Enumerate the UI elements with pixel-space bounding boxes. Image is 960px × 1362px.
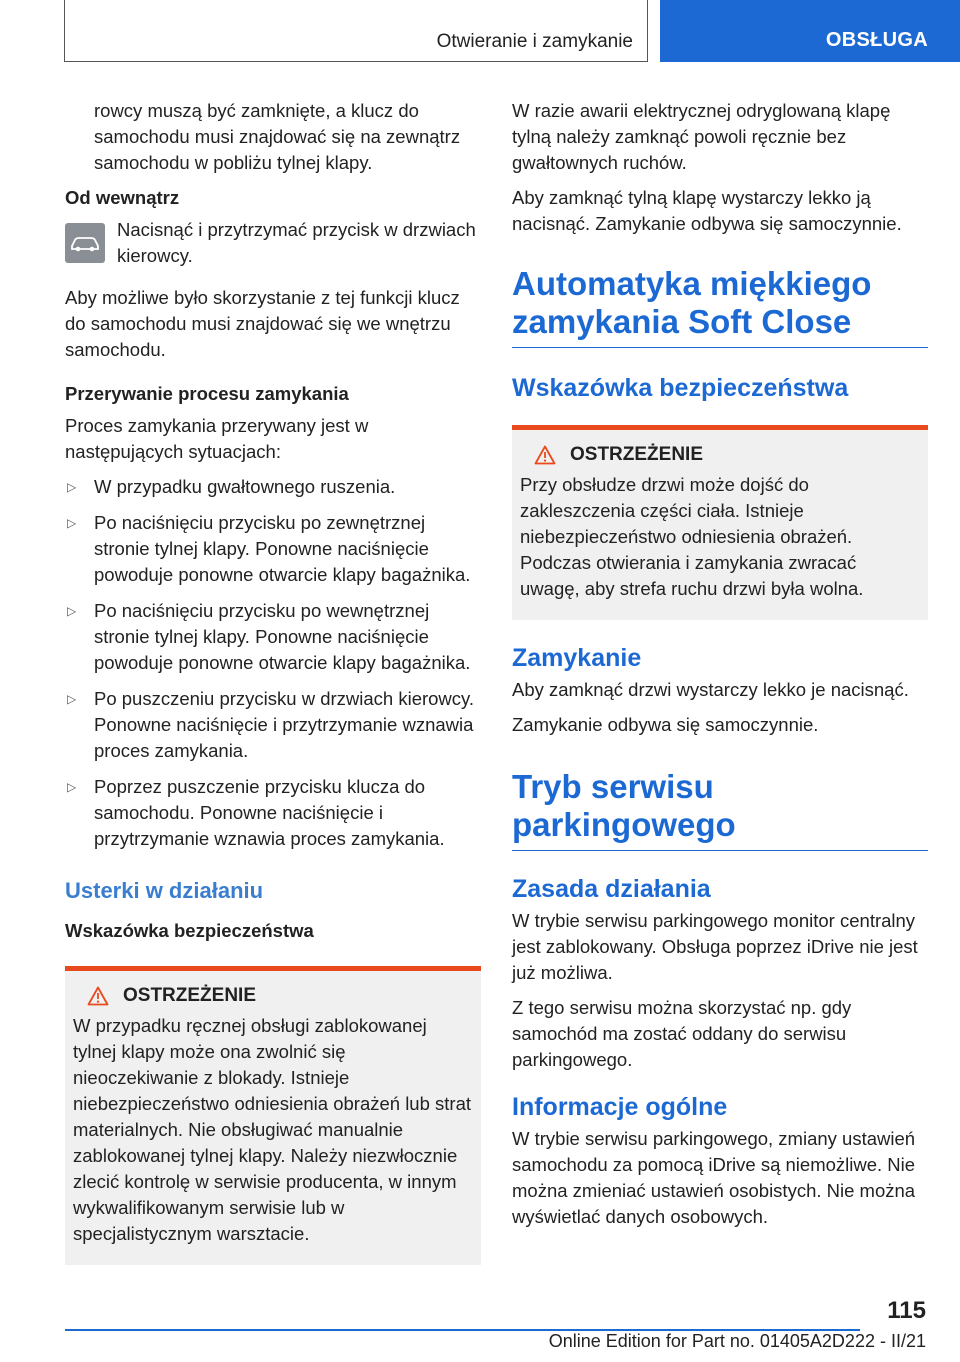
general-text: W trybie serwisu parkingowego, zmiany ustawień samochodu za pomocą iDrive są niemożliwe. Nie można zmieniać ustawień osobistych. Nie można wyświetlać danych osobowych. <box>512 1128 916 1227</box>
triangle-bullet-icon: ▷ <box>67 780 77 794</box>
triangle-bullet-icon: ▷ <box>67 604 77 618</box>
principle-heading: Zasada działania <box>512 875 711 903</box>
chapter-tab[interactable] <box>660 0 960 62</box>
principle-text-2: Z tego serwisu można skorzystać np. gdy samochód ma zostać oddany do serwisu parkingowego. <box>512 997 852 1070</box>
warning-label: OSTRZEŻENIE <box>123 985 257 1006</box>
triangle-bullet-icon: ▷ <box>67 480 77 494</box>
principle-text-1: W trybie serwisu parkingowego monitor centralny jest zablokowany. Obsługa poprzez iDrive nie jest już możliwa. <box>512 910 918 983</box>
closing-heading: Zamykanie <box>512 644 642 672</box>
faults-heading: Usterki w działaniu <box>65 878 264 903</box>
warning-box <box>65 966 481 1265</box>
soft-close-heading: Automatyka miękkiego zamykania Soft Close <box>512 265 928 348</box>
car-trunk-icon <box>65 223 105 263</box>
right-column <box>512 98 928 1239</box>
chapter-tab-label: OBSŁUGA <box>825 29 928 51</box>
section-title: Otwieranie i zamykanie <box>436 31 633 52</box>
list-item: ▷ Po naciśnięciu przycisku po wewnętrznej stronie tylnej klapy. Ponowne naciśnięcie powoduje ponowne otwarcie klapy bagażnika. <box>67 600 471 673</box>
warning-triangle-icon <box>87 986 109 1006</box>
interrupt-heading: Przerywanie procesu zamykania <box>65 383 349 404</box>
from-inside-instruction <box>65 217 481 269</box>
header-frame <box>64 0 648 62</box>
from-inside-heading: Od wewnątrz <box>65 187 180 208</box>
key-inside-text: Aby możliwe było skorzystanie z tej funkcji klucz do samochodu musi znajdować się we wnętrzu samochodu. <box>65 287 460 360</box>
closing-text-1: Aby zamknąć drzwi wystarczy lekko je nacisnąć. <box>512 679 909 700</box>
warning-title <box>73 985 473 1007</box>
warning-triangle-icon <box>534 445 556 465</box>
list-item: ▷ Poprzez puszczenie przycisku klucza do samochodu. Ponowne naciśnięcie i przytrzymanie wznawia proces zamykania. <box>67 776 445 849</box>
triangle-bullet-icon: ▷ <box>67 692 77 706</box>
safety-heading: Wskazówka bezpieczeństwa <box>512 374 849 402</box>
warning-box <box>512 425 928 620</box>
edition-note: Online Edition for Part no. 01405A2D222 - II/21 <box>548 1331 926 1351</box>
triangle-bullet-icon: ▷ <box>67 516 77 530</box>
warning-title <box>520 444 920 466</box>
valet-heading: Tryb serwisu parkingowego <box>512 768 928 851</box>
list-item: ▷ Po puszczeniu przycisku w drzwiach kierowcy. Ponowne naciśnięcie i przytrzymanie wznawia proces zamykania. <box>67 688 475 761</box>
interrupt-list <box>65 474 481 852</box>
warning-label: OSTRZEŻENIE <box>570 444 704 465</box>
list-item: ▷ W przypadku gwałtownego ruszenia. <box>65 474 481 500</box>
intro-continued: rowcy muszą być zamknięte, a klucz do samochodu musi znajdować się na zewnątrz samochodu w pobliżu tylnej klapy. <box>94 100 461 173</box>
page-number: 115 <box>887 1297 926 1324</box>
list-item: ▷ Po naciśnięciu przycisku po zewnętrznej stronie tylnej klapy. Ponowne naciśnięcie powoduje ponowne otwarcie klapy bagażnika. <box>67 512 471 585</box>
safety-heading: Wskazówka bezpieczeństwa <box>65 920 314 941</box>
warning-text: W przypadku ręcznej obsługi zablokowanej tylnej klapy może ona zwolnić się nieoczekiwanie z blokady. Istnieje niebezpieczeństwo odniesienia obrażeń lub strat materialnych. Nie obsługiwać manualnie zablokowanej tylnej klapy. Należy niezwłocznie zlecić kontrolę w serwisie producenta, w innym wykwalifikowanym serwisie lub w specjalistycznym warsztacie. <box>73 1015 472 1244</box>
general-heading: Informacje ogólne <box>512 1093 728 1121</box>
warning-text: Przy obsłudze drzwi może dojść do zakleszczenia części ciała. Istnieje niebezpieczeństwo odniesienia obrażeń. Podczas otwierania i zamykania zwracać uwagę, aby strefa ruchu drzwi była wolna. <box>520 474 864 599</box>
close-text: Aby zamknąć tylną klapę wystarczy lekko ją nacisnąć. Zamykanie odbywa się samoczynnie. <box>512 187 902 234</box>
emergency-text: W razie awarii elektrycznej odryglowaną klapę tylną należy zamknąć powoli ręcznie bez gwałtownych ruchów. <box>512 100 891 173</box>
left-column <box>65 98 481 1265</box>
closing-text-2: Zamykanie odbywa się samoczynnie. <box>512 714 819 735</box>
from-inside-text: Nacisnąć i przytrzymać przycisk w drzwiach kierowcy. <box>117 219 476 266</box>
interrupt-intro: Proces zamykania przerywany jest w następujących sytuacjach: <box>65 415 369 462</box>
